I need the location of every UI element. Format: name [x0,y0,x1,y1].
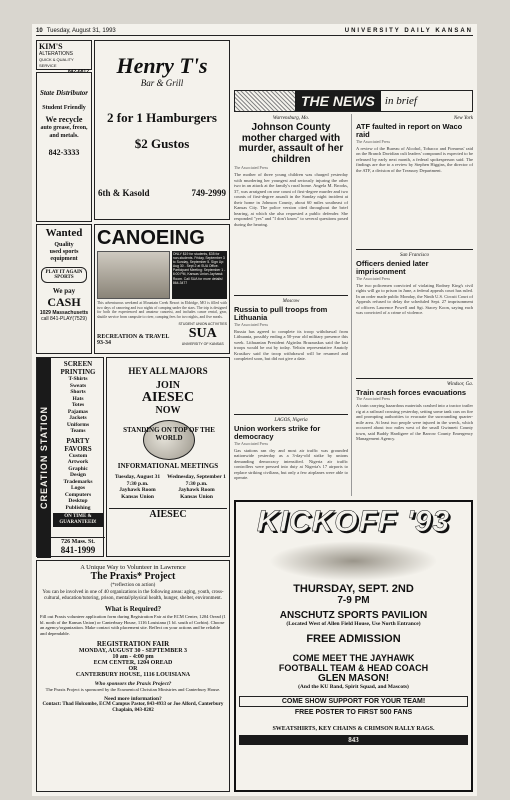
canoeing-body: This adventurous weekend at Mountain Creek Resort in Eldridge, MO is filled with two days of canoeing and two nights of camping under the stars. The trip is designed for both the experienced and amateur canoeist, and includes canoe rental, gear, shuttle service from campsite to river, camping fees for two nights, and five meals. [97,301,227,319]
praxis-intro: You can be involved in one of 40 organizations in the following areas: aging, youth, cross-cultural, education/tutoring, prison, mental/physical health, hunger, shelter, environment. [42,590,224,601]
praxis-req-text: Fill out Praxis volunteer application form during Registration Fair at the ECM Center, 1204 Oread (1 bl. north of the Kansas Union) or Canterbury House, 1116 Louisiana (1 bl. south of Corbin). Choose an agency/organization. Make contact with placement site. Reflect on your actions and be reliable and dependable. [40,614,226,636]
praxis-ad [36,560,230,792]
news-banner-title: THE NEWS [295,91,381,111]
screen-printing-item: Jackets [69,415,87,421]
henrys-name: Henry T's [116,53,208,78]
canoeing-sua: SUA [188,326,217,342]
news-banner-sub: in brief [384,95,417,107]
screen-printing-items [53,376,103,435]
wanted-ad [36,224,92,354]
story2-body: Russia has agreed to complete its troop withdrawal from Lithuania, possibly ending a 50-year old military presence this week. Lithuanian President Algirdas Brazauskas said the last troops would be out by today. Yeltsin representative Anatoly Krasikov said the troop withdrawal will be resumed and completed soon, but did not give a date. [234,328,348,362]
kickoff-coach: GLEN MASON! [317,673,390,684]
kims-title: KIM'S [39,42,63,51]
kickoff-day: THURSDAY, SEPT. 2ND [293,583,414,595]
screen-printing-item: Teams [70,428,86,434]
wanted-l1: Quality [54,242,74,248]
party-favors-item: Custom [68,452,88,459]
kickoff-title: KICKOFF '93 [256,505,451,538]
m1-place: Kansas Union [121,493,154,500]
story6-body: A train carrying hazardous materials crashed into a tractor trailer rig at a railroad crossing yesterday, setting some tank cars on fire and prompting authorities to evacuate the surrounding quarter-mile area. At least two people were injured in the wreck, which occurred about two miles west of the small Gwinnett County town, said Buddy Hardigree of the Barrow County Emergency Management Agency. [356,403,473,442]
aiesec-ad [106,357,230,557]
story4-headline: ATF faulted in report on Waco raid [356,122,463,139]
party-favors-item: Logos [70,485,86,491]
story3-byline: The Associated Press [234,440,268,446]
story1-body: The mother of three young children was charged yesterday with murdering her youngest and seriously injuring the other two in an attack at the family's rural home. Angela M. Brooks, 37, was arraigned on one count of first-degree murder and two counts of first-degree assault in the Sunday night incident at their home in Johnson County, about 60 miles southeast of Kansas City. The police version cited throughout the brief hearing, at which she also requested a public defender. She responded "yes" and "I don't know" to several questions posed during the hearing. [234,172,348,227]
aiesec-footer: AIESEC [109,508,227,520]
screen-printing-item: Shorts [70,389,86,395]
story4-byline: The Associated Press [356,138,390,144]
screen-printing-item: Totes [71,402,85,408]
wanted-l3: equipment [50,256,78,262]
creation-station-vertical: CREATION STATION [37,358,51,558]
banner-pattern [235,91,295,111]
kickoff-poster: FREE POSTER TO FIRST 500 FANS [294,709,413,716]
henrys-l2: $2 Gustos [134,136,190,151]
screen-printing-phone: 841-1999 [60,545,96,555]
screen-printing-item: Hats [72,395,84,402]
canoeing-title: CANOEING [97,227,205,249]
kickoff-band: (And the KU Band, Spirit Squad, and Mascots) [298,684,409,690]
story2-byline: The Associated Press [234,321,268,327]
praxis-contact: Contact: Thad Holcombe, ECM Campus Pastor, 843-4933 or Joe Alford, Canterbury Chaplain, 843-8202 [42,701,224,713]
aiesec-stand: STANDING ON TOP OF THE WORLD [123,426,215,442]
news-column-right [356,114,473,496]
wanted-addr: 1029 Massachusetts [39,310,89,316]
henrys-ad [94,40,230,220]
canoeing-rec-phone: 93-34 [97,340,111,347]
wanted-l2: used sports [49,249,79,255]
story2-headline: Russia to pull troops from Lithuania [234,305,328,322]
m2-room: Jayhawk Room [178,487,215,493]
praxis-fair-time: 10 am - 4:00 pm [112,654,154,661]
m2-place: Kansas Union [180,493,213,500]
praxis-name: The Praxis* Project [90,571,176,582]
party-favors-item: Graphic [68,465,88,472]
wanted-phone: call 841-PLAY(7529) [41,316,87,322]
screen-printing-item: Pajamas [67,408,89,415]
screen-printing-item: Sweats [69,382,87,389]
on-time-guaranteed: ON TIME & GUARANTEED! [53,513,103,527]
football-graphic [269,541,438,581]
aiesec-name: AIESEC [141,390,195,405]
news-banner [234,90,473,112]
page-header [36,24,473,36]
m1-day: Tuesday, August 31 [114,474,161,480]
party-favors-item: Design [70,472,86,478]
henrys-sub: Bar & Grill [140,78,184,88]
story5-dateline: San Francisco [399,252,430,258]
screen-printing-ad [36,357,104,557]
story4-body: A review of the Bureau of Alcohol, Tobacco and Firearms' raid on the Branch Davidian cult leaders' compound is expected to be released by early next month, a federal spokesperson said. The findings are due to a review by Stephen Higgins, the director of the ATF, a division of the Treasury Department. [356,145,473,173]
newspaper-page [32,24,477,796]
wanted-we-pay: We pay [52,287,76,295]
paper-name: UNIVERSITY DAILY KANSAN [344,28,473,34]
praxis-or: OR [128,666,138,673]
screen-printing-items2 [53,453,103,512]
story2-dateline: Moscow [282,299,300,304]
praxis-loc2: CANTERBURY HOUSE, 1116 LOUISIANA [75,672,191,679]
aiesec-headline: HEY ALL MAJORS [128,366,208,376]
wanted-title: Wanted [45,227,83,239]
praxis-required: What is Required? [104,605,162,613]
kickoff-prizes: SWEATSHIRTS, KEY CHAINS & CRIMSON RALLY RAGS. [272,726,435,732]
praxis-sponsor-text: The Praxis Project is sponsored by the Ecumenical Christian Ministries and Canterbury House. [45,687,221,693]
henrys-l1: 2 for 1 Hamburgers [107,110,217,125]
aiesec-now: NOW [155,405,181,416]
story1-byline: The Associated Press [234,165,268,170]
canoeing-ad [94,224,230,354]
kickoff-support: COME SHOW SUPPORT FOR YOUR TEAM! [239,696,468,707]
canoeing-info: ONLY $19 for students, $35 for non-students. Friday, September 3 to Sunday, September 5. Sign Up: Aug 30 - Sept 2 at SUA Office. Participant Meeting: September 1 - 6:00 PM, Kansas Union Jayhawk Room. Call SUA for more details! 864-3477 [172,251,227,299]
story3-body: Gas stations ran dry and most air traffic was grounded nationwide yesterday as a 3-day-old strike by unions demanding democracy intensified. Nigeria air traffic controllers were pressed into duty at Nigeria's 17 airports to replace striking civilians, but only a few airplanes were able to operate. [234,447,348,480]
story6-dateline: Windsor, Ga. [447,381,473,387]
issue-date: Tuesday, August 31, 1993 [46,28,116,34]
kims-ad [36,40,92,70]
wanted-cash: CASH [47,295,81,309]
page-number: 10 [36,28,43,34]
story1-dateline: Warrensburg, Mo. [272,116,310,121]
canoe-photo [97,251,170,299]
praxis-fair-dates: MONDAY, AUGUST 30 - SEPTEMBER 3 [78,648,188,655]
aiesec-meetings: INFORMATIONAL MEETINGS [117,462,219,470]
wanted-store-logo: PLAY IT AGAIN SPORTS [41,267,87,283]
story6-headline: Train crash forces evacuations [356,387,467,397]
story5-body: The two policemen convicted of violating Rodney King's civil rights will go to prison in June, a federal appeals court has ruled. In an order made public Monday, the Ninth U.S. Circuit Court of Appeals refused to delay the scheduled Sept. 27 imprisonment of officers Laurence Powell and Sgt. Stacey Koon, saying each was convicted of a crime of violence. [356,282,473,315]
screen-printing-title: SCREEN PRINTING [60,360,96,376]
henrys-addr: 6th & Kasold [98,188,150,198]
state-distributor-l3: auto grease, freon, and metals. [40,125,88,139]
party-favors-item: Trademarks [63,478,93,485]
screen-printing-addr: 726 Mass. St. [61,539,95,545]
party-favors-item: Publishing [65,504,91,511]
kickoff-admission: FREE ADMISSION [306,633,401,645]
praxis-sponsors: Who sponsors the Praxis Project? [94,681,172,688]
m2-time: 7:30 p.m. [185,480,208,487]
state-distributor-ad [36,72,92,222]
canoeing-rec: RECREATION & TRAVEL [97,334,170,341]
news-column-left [234,114,352,496]
kickoff-team: FOOTBALL TEAM & HEAD COACH [278,663,429,673]
kickoff-place-sub: (Located West of Allen Field House, Use North Entrance) [286,621,421,627]
kickoff-phone: 843 [239,735,468,745]
aiesec-join: JOIN [156,380,180,391]
praxis-loc1: ECM CENTER, 1204 OREAD [93,660,173,667]
henrys-phone: 749-2999 [191,188,226,198]
kickoff-time: 7-9 PM [337,595,370,606]
screen-printing-item: T-Shirts [68,376,88,382]
canoeing-ku: UNIVERSITY OF KANSAS [181,342,224,347]
party-favors-item: Computers [64,491,92,498]
kickoff-ad [234,500,473,792]
kims-sub: ALTERATIONS [39,51,73,57]
kickoff-meet: COME MEET THE JAYHAWK [292,653,415,663]
praxis-more: Need more information? [104,695,162,702]
story5-byline: The Associated Press [356,275,390,281]
story3-dateline: LAGOS, Nigeria [274,417,308,423]
story5-headline: Officers denied later imprisonment [356,258,429,276]
party-favors-item: Artwork [67,459,89,465]
praxis-fair: REGISTRATION FAIR [96,640,170,649]
m1-room: Jayhawk Room [119,487,156,493]
party-favors: PARTY FAVORS [64,436,92,453]
state-distributor-l2: We recycle [45,115,83,124]
screen-printing-item: Uniforms [66,421,90,428]
state-distributor-name: State Distributor [39,89,89,97]
praxis-title: A Unique Way to Volunteer in Lawrence [80,564,186,571]
m2-day: Wednesday, September 1 [167,474,226,480]
story4-dateline: New York [453,116,473,121]
state-distributor-phone: 842-3333 [48,148,80,157]
state-distributor-l1: Student Friendly [42,105,86,111]
story6-byline: The Associated Press [356,396,390,402]
story3-headline: Union workers strike for democracy [234,423,321,441]
canoeing-sua-line: STUDENT UNION ACTIVITIES [178,322,227,327]
story1-headline: Johnson County mother charged with murder, assault of her children [238,122,344,165]
kickoff-place: ANSCHUTZ SPORTS PAVILION [279,610,428,621]
kims-line: QUICK & QUALITY SERVICE [39,57,74,68]
praxis-sub: (*reflection on action) [110,583,156,588]
m1-time: 7:30 p.m. [126,480,149,487]
party-favors-item: Desktop [68,498,88,504]
